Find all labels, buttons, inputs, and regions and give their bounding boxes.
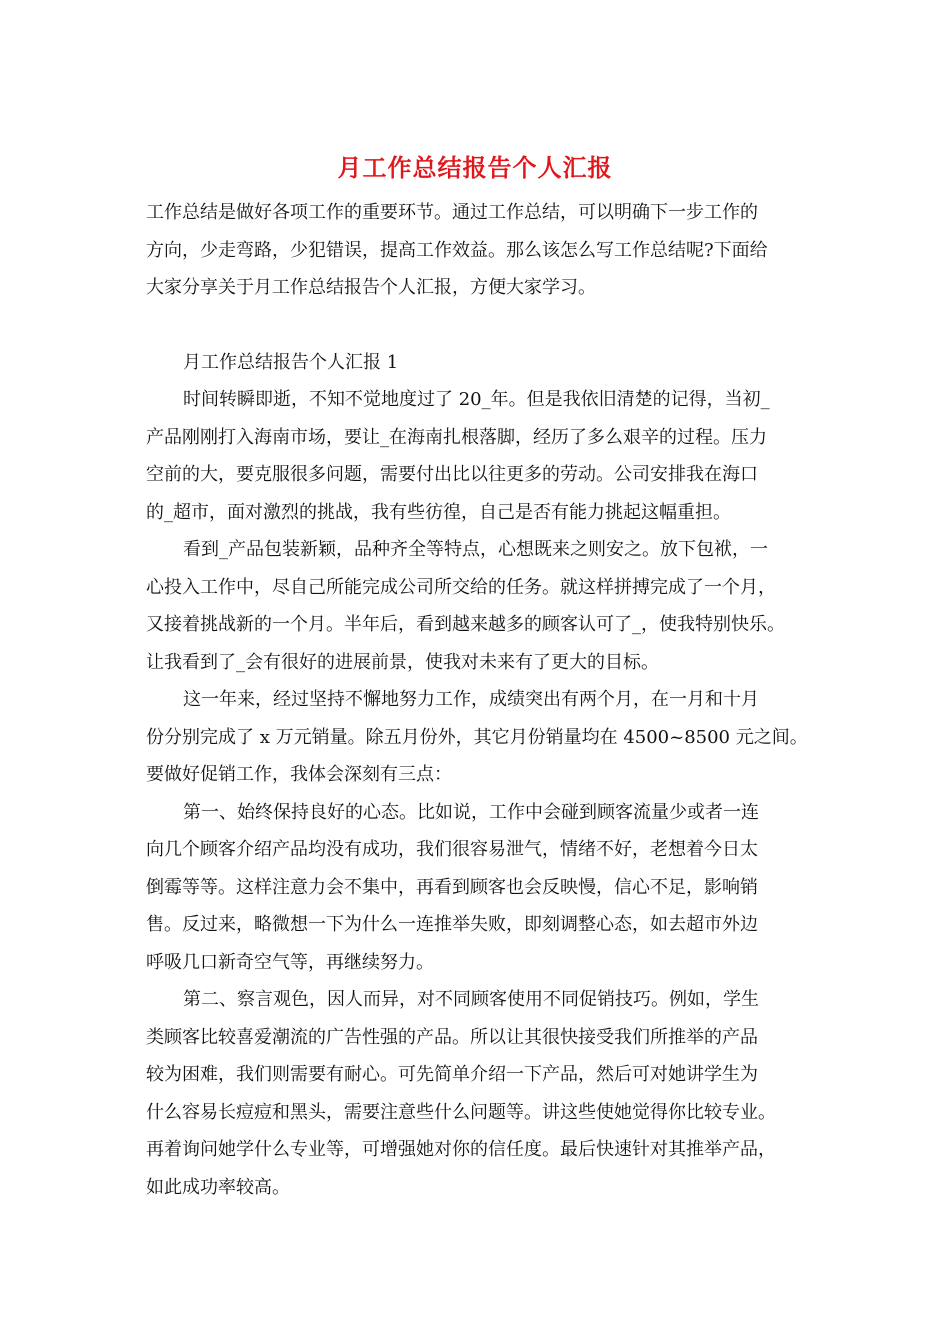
- paragraph-line: 再着询问她学什么专业等，可增强她对你的信任度。最后快速针对其推举产品，: [146, 1139, 776, 1160]
- paragraph-line: 呼吸几口新奇空气等，再继续努力。: [146, 951, 434, 973]
- paragraph: [146, 381, 814, 531]
- intro-paragraph: [146, 194, 814, 307]
- paragraph-line: 的_超市，面对激烈的挑战，我有些彷徨，自己是否有能力挑起这幅重担。: [146, 501, 731, 523]
- intro-line: 方向，少走弯路，少犯错误，提高工作效益。那么该怎么写工作总结呢?下面给: [146, 239, 768, 261]
- paragraph-line: 第一、始终保持良好的心态。比如说，工作中会碰到顾客流量少或者一连: [183, 801, 759, 823]
- paragraph-line: 份分别完成了 x 万元销量。除五月份外，其它月份销量均在 4500~8500 元之间。: [146, 726, 808, 748]
- paragraph: [146, 981, 814, 1206]
- document-body: [146, 194, 814, 1206]
- intro-line: 大家分享关于月工作总结报告个人汇报，方便大家学习。: [146, 277, 596, 298]
- paragraph-line: 要做好促销工作，我体会深刻有三点：: [146, 764, 452, 785]
- paragraph-line: 倒霉等等。这样注意力会不集中，再看到顾客也会反映慢，信心不足，影响销: [146, 876, 758, 898]
- intro-line: 工作总结是做好各项工作的重要环节。通过工作总结，可以明确下一步工作的: [146, 202, 758, 223]
- paragraph-line: 看到_产品包装新颖，品种齐全等特点，心想既来之则安之。放下包袱，一: [183, 539, 768, 560]
- document-title: 月工作总结报告个人汇报: [337, 153, 613, 182]
- section-heading: 月工作总结报告个人汇报 1: [183, 351, 399, 373]
- paragraph-line: 又接着挑战新的一个月。半年后，看到越来越多的顾客认可了_，使我特别快乐。: [146, 614, 785, 635]
- paragraph-line: 如此成功率较高。: [146, 1176, 290, 1198]
- blank-line: [146, 307, 814, 344]
- paragraph: [146, 794, 814, 982]
- paragraph-line: 这一年来，经过坚持不懈地努力工作，成绩突出有两个月，在一月和十月: [183, 689, 759, 710]
- paragraph-line: 产品刚刚打入海南市场，要让_在海南扎根落脚，经历了多么艰辛的过程。压力: [146, 426, 767, 448]
- paragraph-line: 心投入工作中，尽自己所能完成公司所交给的任务。就这样拼搏完成了一个月，: [146, 576, 776, 598]
- paragraph-line: 空前的大，要克服很多问题，需要付出比以往更多的劳动。公司安排我在海口: [146, 464, 758, 485]
- paragraph-line: 向几个顾客介绍产品均没有成功，我们很容易泄气，情绪不好，老想着今日太: [146, 839, 758, 860]
- paragraph-line: 让我看到了_会有很好的进展前景，使我对未来有了更大的目标。: [146, 651, 659, 673]
- paragraph: [146, 531, 814, 681]
- paragraph-line: 较为困难，我们则需要有耐心。可先简单介绍一下产品，然后可对她讲学生为: [146, 1064, 758, 1085]
- paragraph-line: 时间转瞬即逝，不知不觉地度过了 20_年。但是我依旧清楚的记得，当初_: [183, 389, 770, 410]
- paragraph-line: 什么容易长痘痘和黑头，需要注意些什么问题等。讲这些使她觉得你比较专业。: [146, 1101, 776, 1123]
- paragraph: [146, 681, 814, 794]
- paragraph-line: 类顾客比较喜爱潮流的广告性强的产品。所以让其很快接受我们所推举的产品: [146, 1026, 758, 1048]
- paragraph-line: 第二、察言观色，因人而异，对不同顾客使用不同促销技巧。例如，学生: [183, 989, 759, 1010]
- paragraph-line: 售。反过来，略微想一下为什么一连推举失败，即刻调整心态，如去超市外边: [146, 914, 758, 935]
